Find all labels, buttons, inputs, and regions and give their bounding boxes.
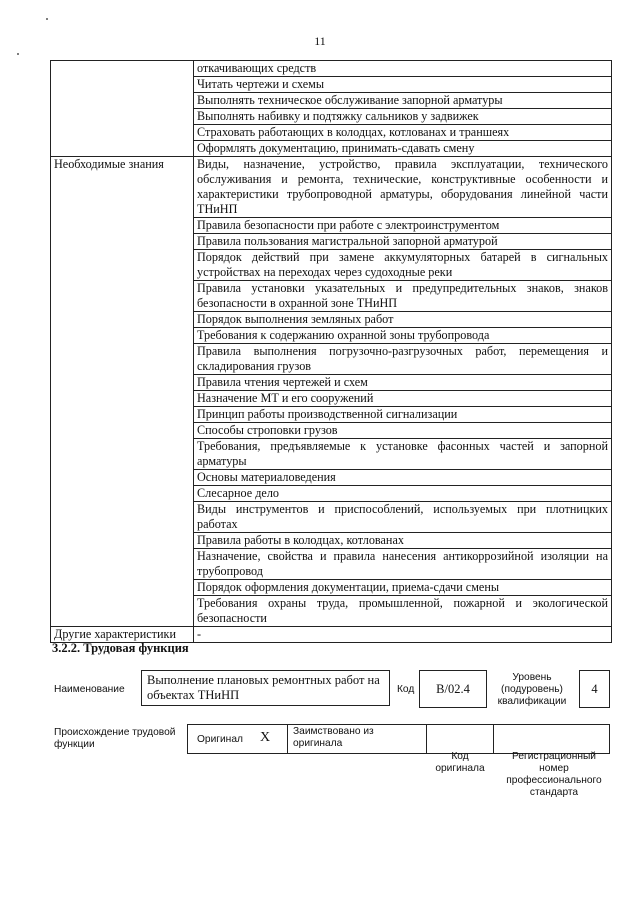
borrowed-label: Заимствовано из оригинала	[293, 726, 374, 749]
row-value-cell: Порядок действий при замене аккумуляторных батарей в сигнальных устройствах на переходах через судоходные реки	[194, 250, 612, 281]
table-row	[51, 218, 612, 234]
row-value-cell: Требования охраны труда, промышленной, пожарной и экологической безопасности	[194, 596, 612, 627]
page-number: 11	[314, 34, 326, 48]
table-row	[51, 344, 612, 375]
row-label-cell	[51, 328, 194, 344]
row-value-cell: Порядок выполнения земляных работ	[194, 312, 612, 328]
row-value-cell: Правила безопасности при работе с электроинструментом	[194, 218, 612, 234]
table-row	[51, 250, 612, 281]
row-label-cell	[51, 407, 194, 423]
row-value-cell: Принцип работы производственной сигнализации	[194, 407, 612, 423]
table-row	[51, 407, 612, 423]
table-row	[51, 157, 612, 218]
row-label-cell	[51, 141, 194, 157]
row-value-cell: Требования, предъявляемые к установке фасонных частей и запорной арматуры	[194, 439, 612, 470]
code-caption: Код оригинала	[435, 751, 485, 774]
row-label-cell	[51, 125, 194, 141]
table-row	[51, 234, 612, 250]
row-value-cell: Правила работы в колодцах, котлованах	[194, 533, 612, 549]
function-name-box	[141, 670, 390, 706]
row-label-cell	[51, 580, 194, 596]
table-row	[51, 375, 612, 391]
row-value-cell: Виды инструментов и приспособлений, используемых при плотницких работах	[194, 502, 612, 533]
row-label-cell	[51, 109, 194, 125]
row-value-cell: Назначение МТ и его сооружений	[194, 391, 612, 407]
table-row	[51, 61, 612, 77]
table-row	[51, 281, 612, 312]
row-label-cell	[51, 486, 194, 502]
table-row	[51, 502, 612, 533]
row-label-cell	[51, 250, 194, 281]
row-value-cell: Слесарное дело	[194, 486, 612, 502]
table-row	[51, 533, 612, 549]
table-row	[51, 93, 612, 109]
original-mark: X	[260, 730, 271, 745]
row-label-cell	[51, 312, 194, 328]
table-row	[51, 391, 612, 407]
row-value-cell: откачивающих средств	[194, 61, 612, 77]
original-label: Оригинал	[197, 734, 243, 745]
level-label: Уровень (подуровень) квалификации	[497, 672, 567, 707]
level-box	[579, 670, 610, 708]
table-row	[51, 580, 612, 596]
table-row	[51, 141, 612, 157]
row-label-cell	[51, 218, 194, 234]
code-box	[419, 670, 487, 708]
name-label: Наименование	[54, 684, 125, 695]
code-label: Код	[397, 684, 415, 695]
table-row	[51, 596, 612, 627]
row-label-cell: Другие характеристики	[51, 627, 194, 643]
row-label-cell	[51, 502, 194, 533]
code-value: B/02.4	[436, 682, 470, 696]
row-label-cell	[51, 549, 194, 580]
row-value-cell: Выполнять техническое обслуживание запорной арматуры	[194, 93, 612, 109]
section-title: 3.2.2. Трудовая функция	[52, 641, 189, 655]
row-label-cell: Необходимые знания	[51, 157, 194, 218]
row-value-cell: Оформлять документацию, принимать-сдавать смену	[194, 141, 612, 157]
function-name-value: Выполнение плановых ремонтных работ на объектах ТНиНП	[147, 673, 380, 702]
skills-knowledge-table	[50, 60, 612, 643]
table-row	[51, 486, 612, 502]
row-value-cell: Порядок оформления документации, приема-сдачи смены	[194, 580, 612, 596]
table-row	[51, 77, 612, 93]
row-label-cell	[51, 77, 194, 93]
scan-speck	[17, 53, 19, 55]
table-row	[51, 549, 612, 580]
row-label-cell	[51, 61, 194, 77]
row-value-cell: Требования к содержанию охранной зоны трубопровода	[194, 328, 612, 344]
row-label-cell	[51, 596, 194, 627]
row-label-cell	[51, 281, 194, 312]
row-label-cell	[51, 423, 194, 439]
reg-caption: Регистрационный номер профессионального стандарта	[506, 751, 602, 798]
row-value-cell: Правила пользования магистральной запорной арматурой	[194, 234, 612, 250]
row-value-cell: Назначение, свойства и правила нанесения антикоррозийной изоляции на трубопровод	[194, 549, 612, 580]
row-label-cell	[51, 93, 194, 109]
row-value-cell: Правила чтения чертежей и схем	[194, 375, 612, 391]
row-value-cell: Основы материаловедения	[194, 470, 612, 486]
row-label-cell	[51, 533, 194, 549]
row-label-cell	[51, 439, 194, 470]
table-row	[51, 328, 612, 344]
origin-row	[187, 724, 610, 754]
row-label-cell	[51, 391, 194, 407]
row-value-cell: Виды, назначение, устройство, правила эксплуатации, технического обслуживания и ремонта, технические, конструктивные особенности и характеристики трубопроводной арматуры, оборудования линейной части ТНиНП	[194, 157, 612, 218]
table-row	[51, 423, 612, 439]
row-value-cell: Правила выполнения погрузочно-разгрузочных работ, перемещения и складирования грузов	[194, 344, 612, 375]
row-label-cell	[51, 234, 194, 250]
row-value-cell: Выполнять набивку и подтяжку сальников у задвижек	[194, 109, 612, 125]
origin-label: Происхождение трудовой функции	[54, 727, 176, 750]
row-value-cell: Правила установки указательных и предупредительных знаков, знаков безопасности в охранной зоне ТНиНП	[194, 281, 612, 312]
row-label-cell	[51, 470, 194, 486]
level-value: 4	[591, 682, 598, 696]
row-value-cell: Страховать работающих в колодцах, котлованах и траншеях	[194, 125, 612, 141]
table-row	[51, 439, 612, 470]
table-row	[51, 470, 612, 486]
row-label-cell	[51, 375, 194, 391]
row-value-cell: Способы строповки грузов	[194, 423, 612, 439]
table-row	[51, 312, 612, 328]
table-row	[51, 109, 612, 125]
row-label-cell	[51, 344, 194, 375]
table-row	[51, 125, 612, 141]
scan-speck	[46, 18, 48, 20]
row-value-cell: Читать чертежи и схемы	[194, 77, 612, 93]
row-value-cell: -	[194, 627, 612, 643]
